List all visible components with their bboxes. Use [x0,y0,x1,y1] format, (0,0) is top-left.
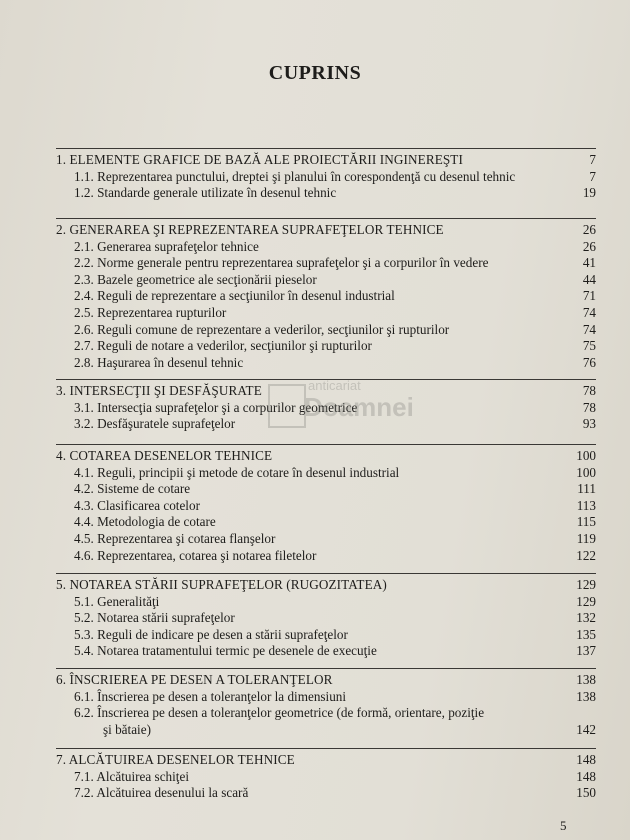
toc-entry [56,785,596,802]
entry-title: 7.1. Alcătuirea schiţei [74,768,189,784]
entry-title: 4.5. Reprezentarea şi cotarea flanşelor [74,530,276,546]
toc-entry [56,514,596,531]
chapter-title: 1. ELEMENTE GRAFICE DE BAZĂ ALE PROIECTĂRII INGINEREŞTI [56,152,463,167]
entry-title: 2.1. Generarea suprafeţelor tehnice [74,238,259,254]
page-ref: 44 [582,271,596,287]
toc-entry [56,610,596,627]
page-ref: 132 [576,610,596,626]
chapter-title: 7. ALCĂTUIREA DESENELOR TEHNICE [56,752,295,767]
page-ref: 75 [582,338,596,354]
toc-entry [56,594,596,611]
entry-title: şi bătaie) [103,721,151,737]
entry-title: 5.4. Notarea tratamentului termic pe desenele de execuţie [74,643,377,659]
page-ref: 41 [582,255,596,271]
page-ref: 113 [576,497,596,513]
page-ref: 138 [576,672,596,687]
toc-chapter-5 [56,573,596,660]
toc-chapter-7 [56,748,596,802]
toc-entry [56,305,596,322]
entry-title: 2.6. Reguli comune de reprezentare a vederilor, secţiunilor şi rupturilor [74,321,450,337]
page-ref: 26 [582,222,596,237]
chapter-title: 4. COTAREA DESENELOR TEHNICE [56,448,273,463]
entry-title: 6.2. Înscrierea pe desen a toleranţelor geometrice (de formă, orientare, poziţie [74,705,485,721]
page-ref: 148 [576,752,596,767]
page-ref: 76 [582,354,596,370]
entry-title: 1.2. Standarde generale utilizate în desenul tehnic [74,185,337,201]
toc-entry [56,185,596,202]
page-ref: 148 [576,768,596,784]
entry-title: 4.6. Reprezentarea, cotarea şi notarea filetelor [74,547,317,563]
toc-entry [56,498,596,515]
divider [56,668,596,669]
page-ref: 100 [576,448,596,463]
page-ref: 74 [582,304,596,320]
chapter-heading [56,577,596,594]
watermark-line2: Doamnei [304,392,414,422]
entry-title: 2.8. Haşurarea în desenul tehnic [74,354,244,370]
page-ref: 19 [582,185,596,201]
chapter-heading [56,152,596,169]
toc-entry [56,355,596,372]
divider [56,148,596,149]
page-ref: 93 [582,416,596,432]
entry-title: 4.3. Clasificarea cotelor [74,497,200,513]
chapter-title: 3. INTERSECŢII ŞI DESFĂŞURATE [56,383,262,398]
entry-title: 5.1. Generalităţi [74,593,160,609]
page-ref: 78 [582,383,596,398]
toc-entry [56,531,596,548]
toc-entry [56,643,596,660]
page-title: CUPRINS [268,62,362,84]
page-ref: 74 [582,321,596,337]
toc-entry [56,322,596,339]
page-ref: 115 [576,514,596,530]
entry-title: 6.1. Înscrierea pe desen a toleranţelor la dimensiuni [74,688,347,704]
entry-title: 5.3. Reguli de indicare pe desen a stării suprafeţelor [74,626,348,642]
page-ref: 111 [577,481,596,497]
page-ref: 137 [576,643,596,659]
entry-title: 4.4. Metodologia de cotare [74,514,216,530]
toc-chapter-6 [56,668,596,738]
toc-entry [56,627,596,644]
page-ref: 138 [576,688,596,704]
page-ref: 119 [576,530,596,546]
toc-entry [56,705,596,722]
page-ref: 7 [589,168,596,184]
toc-entry [56,239,596,256]
chapter-heading [56,752,596,769]
page-ref: 100 [576,464,596,480]
page-ref: 129 [576,577,596,592]
page-ref: 26 [582,238,596,254]
page-ref: 71 [582,288,596,304]
toc-entry [56,481,596,498]
entry-title: 2.2. Norme generale pentru reprezentarea suprafeţelor şi a corpurilor în vedere [74,255,489,271]
chapter-title: 6. ÎNSCRIEREA PE DESEN A TOLERANŢELOR [56,672,333,687]
page-ref: 150 [576,785,596,801]
page-ref: 142 [576,721,596,737]
entry-title: 4.2. Sisteme de cotare [74,481,191,497]
entry-title: 2.3. Bazele geometrice ale secţionării pieselor [74,271,317,287]
chapter-heading [56,448,596,465]
page-ref: 122 [576,547,596,563]
book-icon [268,384,306,428]
watermark-line1: anticariat [308,378,361,393]
entry-title: 7.2. Alcătuirea desenului la scară [74,785,249,801]
toc-entry [56,338,596,355]
entry-title: 2.4. Reguli de reprezentare a secţiunilor în desenul industrial [74,288,395,304]
page-ref: 78 [582,399,596,415]
entry-title: 1.1. Reprezentarea punctului, dreptei şi planului în corespondenţă cu desenul tehnic [74,168,516,184]
chapter-heading [56,222,596,239]
page-number: 5 [560,818,567,833]
divider [56,573,596,574]
chapter-heading [56,672,596,689]
toc-entry [56,548,596,565]
toc-entry [56,465,596,482]
toc-chapter-4 [56,444,596,564]
toc-entry [56,255,596,272]
entry-title: 2.7. Reguli de notare a vederilor, secţiunilor şi rupturilor [74,338,372,354]
chapter-title: 5. NOTAREA STĂRII SUPRAFEŢELOR (RUGOZITATEA) [56,577,387,592]
entry-title: 3.1. Intersecţia suprafeţelor şi a corpurilor geometrice [74,399,358,415]
entry-title: 2.5. Reprezentarea rupturilor [74,304,227,320]
toc-chapter-1 [56,148,596,202]
entry-title: 5.2. Notarea stării suprafeţelor [74,610,235,626]
divider [56,748,596,749]
toc-entry [56,288,596,305]
page-ref: 135 [576,626,596,642]
toc-chapter-2 [56,218,596,371]
toc-entry [56,272,596,289]
page-ref: 7 [589,152,596,167]
page-ref: 129 [576,593,596,609]
toc-entry [56,169,596,186]
toc-entry [56,769,596,786]
divider [56,218,596,219]
toc-entry-continued [56,722,596,739]
entry-title: 4.1. Reguli, principii şi metode de cotare în desenul industrial [74,464,400,480]
toc-entry [56,689,596,706]
chapter-title: 2. GENERAREA ŞI REPREZENTAREA SUPRAFEŢELOR TEHNICE [56,222,444,237]
entry-title: 3.2. Desfăşuratele suprafeţelor [74,416,236,432]
watermark-logo [268,378,414,448]
